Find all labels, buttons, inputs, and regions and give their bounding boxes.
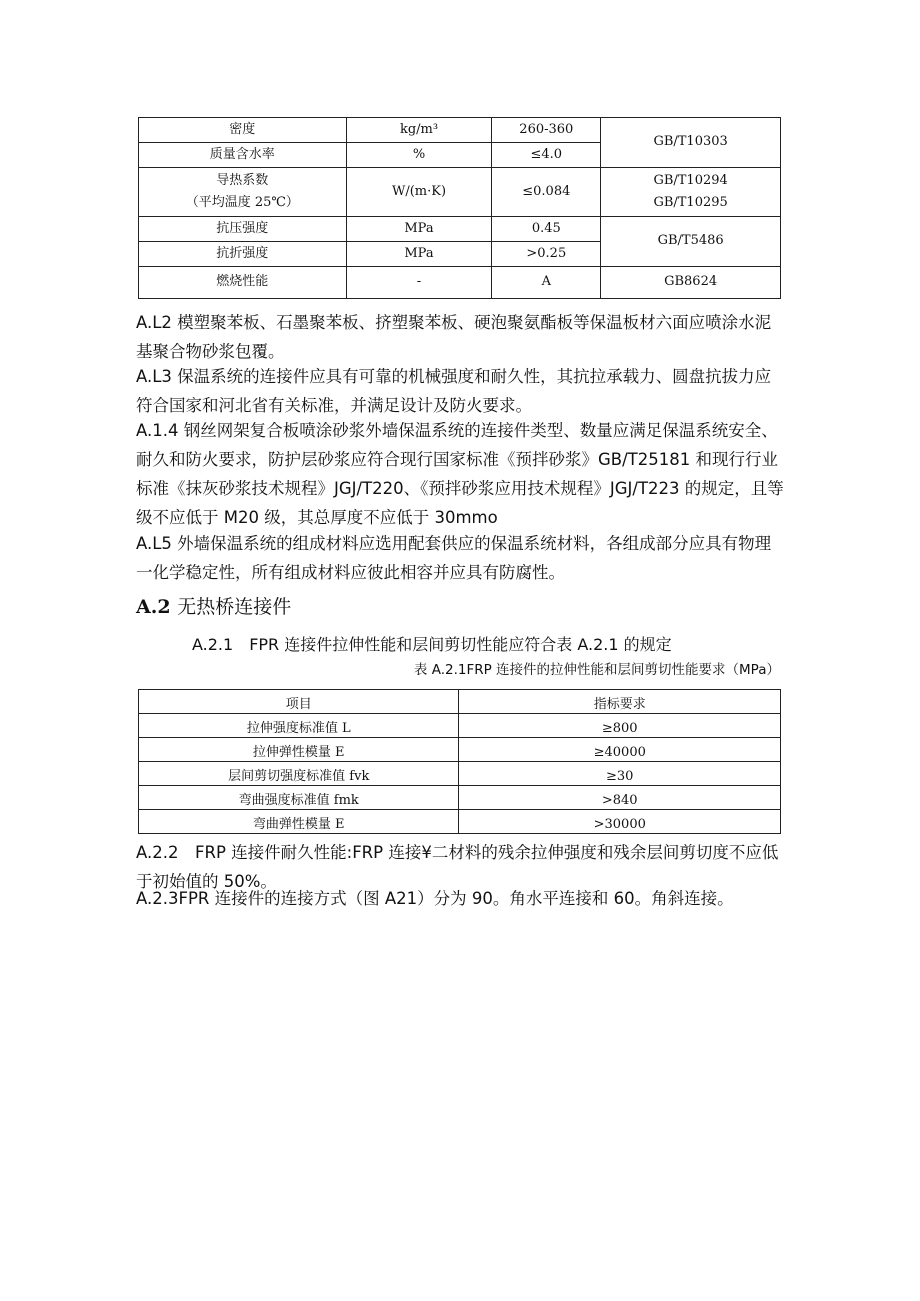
cell-standard: GB/T5486 [601,217,781,267]
cell-value: 260-360 [492,118,601,143]
cell-item: 层间剪切强度标准值 fvk [139,762,459,786]
cell-value: A [492,267,601,299]
cell-item: 抗压强度 [139,217,347,242]
cell-requirement: >840 [459,786,781,810]
section-number: A.2 [136,596,171,618]
cell-value: 0.45 [492,217,601,242]
header-requirement: 指标要求 [459,690,781,714]
cell-item-line1: 导热系数 [216,172,269,188]
cell-standard-line2: GB/T10295 [653,195,728,210]
cell-standard: GB/T10303 [601,118,781,168]
cell-value: ≤0.084 [492,168,601,217]
cell-item: 拉伸强度标准值 L [139,714,459,738]
cell-requirement: >30000 [459,810,781,834]
cell-unit: MPa [346,242,492,267]
cell-value: >0.25 [492,242,601,267]
paragraph-a13: A.L3 保温系统的连接件应具有可靠的机械强度和耐久性，其抗拉承载力、圆盘抗拔力应符合国家和河北省有关标准，并满足设计及防火要求。 [136,367,772,415]
cell-item: 抗折强度 [139,242,347,267]
cell-item: 弯曲强度标准值 fmk [139,786,459,810]
section-title: 无热桥连接件 [177,596,292,618]
cell-unit: % [346,143,492,168]
cell-item: 拉伸弹性模量 E [139,738,459,762]
cell-item: 燃烧性能 [139,267,347,299]
frp-requirements-table [138,689,781,834]
cell-unit: - [346,267,492,299]
paragraph-a12: A.L2 模塑聚苯板、石墨聚苯板、挤塑聚苯板、硬泡聚氨酯板等保温板材六面应喷涂水泥基聚合物砂浆包覆。 [136,313,772,361]
cell-requirement: ≥800 [459,714,781,738]
cell-item-line2: （平均温度 25℃） [185,195,299,210]
cell-standard-line1: GB/T10294 [653,172,728,188]
cell-unit: kg/m³ [346,118,492,143]
table-caption: 表 A.2.1FRP 连接件的拉伸性能和层间剪切性能要求（MPa） [413,662,780,678]
cell-unit: MPa [346,217,492,242]
cell-item: 密度 [139,118,347,143]
cell-standard-multiline [601,168,781,217]
cell-item: 弯曲弹性模量 E [139,810,459,834]
cell-standard: GB8624 [601,267,781,299]
cell-requirement: ≥30 [459,762,781,786]
material-properties-table [138,117,781,299]
cell-item: 质量含水率 [139,143,347,168]
section-heading [136,592,291,619]
cell-value: ≤4.0 [492,143,601,168]
clause-a23: A.2.3FPR 连接件的连接方式（图 A21）分为 90。角水平连接和 60。角斜连接。 [136,889,734,908]
cell-unit: W/(m·K) [346,168,492,217]
cell-item-multiline [139,168,347,217]
paragraph-a14: A.1.4 钢丝网架复合板喷涂砂浆外墙保温系统的连接件类型、数量应满足保温系统安全、耐久和防火要求，防护层砂浆应符合现行国家标准《预拌砂浆》GB/T25181 和现行行业标准《抹灰砂浆技术规程》JGJ/T220、《预拌砂浆应用技术规程》JGJ/T223 的规定，且等级不应低于 M20 级，其总厚度不应低于 30mmo [136,421,784,527]
header-item: 项目 [139,690,459,714]
cell-requirement: ≥40000 [459,738,781,762]
clause-a21: A.2.1 FPR 连接件拉伸性能和层间剪切性能应符合表 A.2.1 的规定 [192,635,672,654]
clause-a22: A.2.2 FRP 连接件耐久性能:FRP 连接¥二材料的残余拉伸强度和残余层间剪切度不应低于初始值的 50%。 [136,843,779,891]
paragraph-a15: A.L5 外墙保温系统的组成材料应选用配套供应的保温系统材料，各组成部分应具有物理一化学稳定性，所有组成材料应彼此相容并应具有防腐性。 [136,534,772,582]
